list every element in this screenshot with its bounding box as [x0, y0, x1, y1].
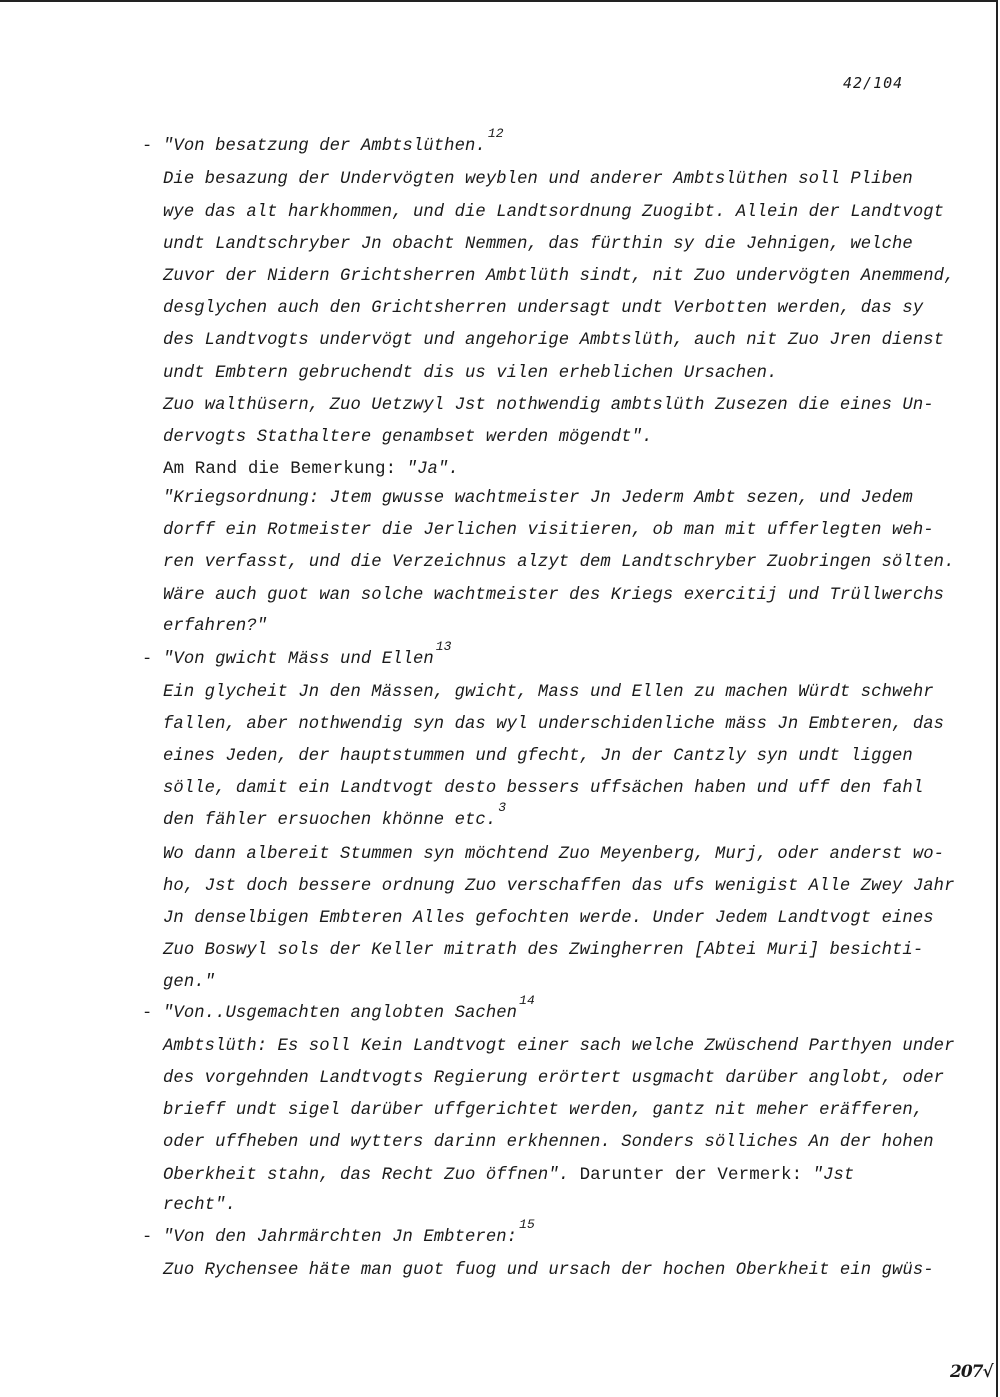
text-line: Zuvor der Nidern Grichtsherren Ambtlüth sindt, nit Zuo undervögten Anemmend, — [163, 267, 955, 286]
text-line: Zuo Boswyl sols der Keller mitrath des Zwingherren [Abtei Muri] besichti- — [163, 941, 924, 960]
text-line: Zuo Rychensee häte man guot fuog und ursach der hochen Oberkheit ein gwüs- — [163, 1261, 934, 1280]
text-line: brieff undt sigel darüber uffgerichtet werden, gantz nit meher eräfferen, — [163, 1101, 924, 1120]
text-line: Ein glycheit Jn den Mässen, gwicht, Mass und Ellen zu machen Würdt schwehr — [163, 683, 934, 702]
text-line: desglychen auch den Grichtsherren undersagt undt Verbotten werden, das sy — [163, 299, 924, 318]
text-line: Die besazung der Undervögten weyblen und anderer Ambtslüthen soll Pliben — [163, 170, 913, 189]
text-line: recht". — [163, 1196, 236, 1215]
footnote-marker: 14 — [519, 993, 535, 1008]
text-line: Wo dann albereit Stummen syn möchtend Zuo Meyenberg, Murj, oder anderst wo- — [163, 845, 945, 864]
text-line: dorff ein Rotmeister die Jerlichen visitieren, ob man mit ufferlegten weh- — [163, 521, 934, 540]
footnote-marker: 13 — [435, 639, 452, 654]
text-line: "Kriegsordnung: Jtem gwusse wachtmeister Jn Jederm Ambt sezen, und Jedem — [163, 489, 913, 508]
text-line: fallen, aber nothwendig syn das wyl underschidenliche mäss Jn Embteren, das — [163, 715, 945, 734]
section-heading-ambtsluethen: "Von besatzung der Ambtslüthen.$^{12}$ — [163, 126, 504, 156]
section-heading-usgemachten: "Von..Usgemachten anglobten Sachen$^{14}$ — [163, 993, 535, 1023]
footnote-marker: 12 — [487, 126, 504, 141]
text-line: des vorgehnden Landtvogts Regierung erörtert usgmacht darüber anglobt, oder — [163, 1069, 945, 1088]
footnote-marker: 3 — [498, 800, 507, 815]
text-line: oder uffheben und wytters darinn erkhennen. Sonders sölliches An der hohen — [163, 1133, 934, 1152]
text-line: ho, Jst doch bessere ordnung Zuo verschaffen das ufs wenigist Alle Zwey Jahr — [163, 877, 955, 896]
section-dash: - — [142, 1228, 153, 1247]
text-line: undt Embtern gebruchendt dis us vilen erheblichen Ursachen. — [163, 364, 778, 383]
text-line: Jn denselbigen Embteren Alles gefochten werde. Under Jedem Landtvogt eines — [163, 909, 934, 928]
text-line: den fähler ersuochen khönne etc.$^3$ — [163, 800, 507, 830]
text-line: sölle, damit ein Landtvogt desto bessers uffsächen haben und uff den fahl — [163, 779, 924, 798]
text-line: dervogts Stathaltere genambset werden mögendt". — [163, 428, 653, 447]
text-line: Wäre auch guot wan solche wachtmeister des Kriegs exercitij und Trüllwerchs — [163, 586, 945, 605]
text-line: Zuo walthüsern, Zuo Uetzwyl Jst nothwendig ambtslüth Zusezen die eines Un- — [163, 396, 934, 415]
page-number: 42/104 — [843, 74, 904, 92]
text-line: Oberkheit stahn, das Recht Zuo öffnen". Darunter der Vermerk: "Jst — [163, 1165, 855, 1185]
text-line: gen." — [163, 973, 216, 992]
text-line: Ambtslüth: Es soll Kein Landtvogt einer sach welche Zwüschend Parthyen under — [163, 1037, 955, 1056]
section-heading-jahrmaerchten: "Von den Jahrmärchten Jn Embteren:$^{15}$ — [163, 1217, 535, 1247]
margin-note: Am Rand die Bemerkung: "Ja". — [163, 459, 459, 479]
text-line: wye das alt harkhommen, und die Landtsordnung Zuogibt. Allein der Landtvogt — [163, 203, 945, 222]
section-dash: - — [142, 1004, 153, 1023]
text-line: eines Jeden, der hauptstummen und gfecht, Jn der Cantzly syn undt liggen — [163, 747, 913, 766]
text-line: undt Landtschryber Jn obacht Nemmen, das fürthin sy die Jehnigen, welche — [163, 235, 913, 254]
text-line: ren verfasst, und die Verzeichnus alzyt dem Landtschryber Zuobringen sölten. — [163, 553, 955, 572]
section-dash: - — [142, 137, 153, 156]
text-line: erfahren?" — [163, 617, 268, 636]
footnote-marker: 15 — [519, 1217, 535, 1232]
section-heading-gwicht: "Von gwicht Mäss und Ellen$^{13}$ — [163, 639, 452, 669]
archive-stamp: 207√ — [950, 1362, 993, 1382]
section-dash: - — [142, 650, 153, 669]
text-line: des Landtvogts undervögt und angehorige Ambtslüth, auch nit Zuo Jren dienst — [163, 331, 945, 350]
